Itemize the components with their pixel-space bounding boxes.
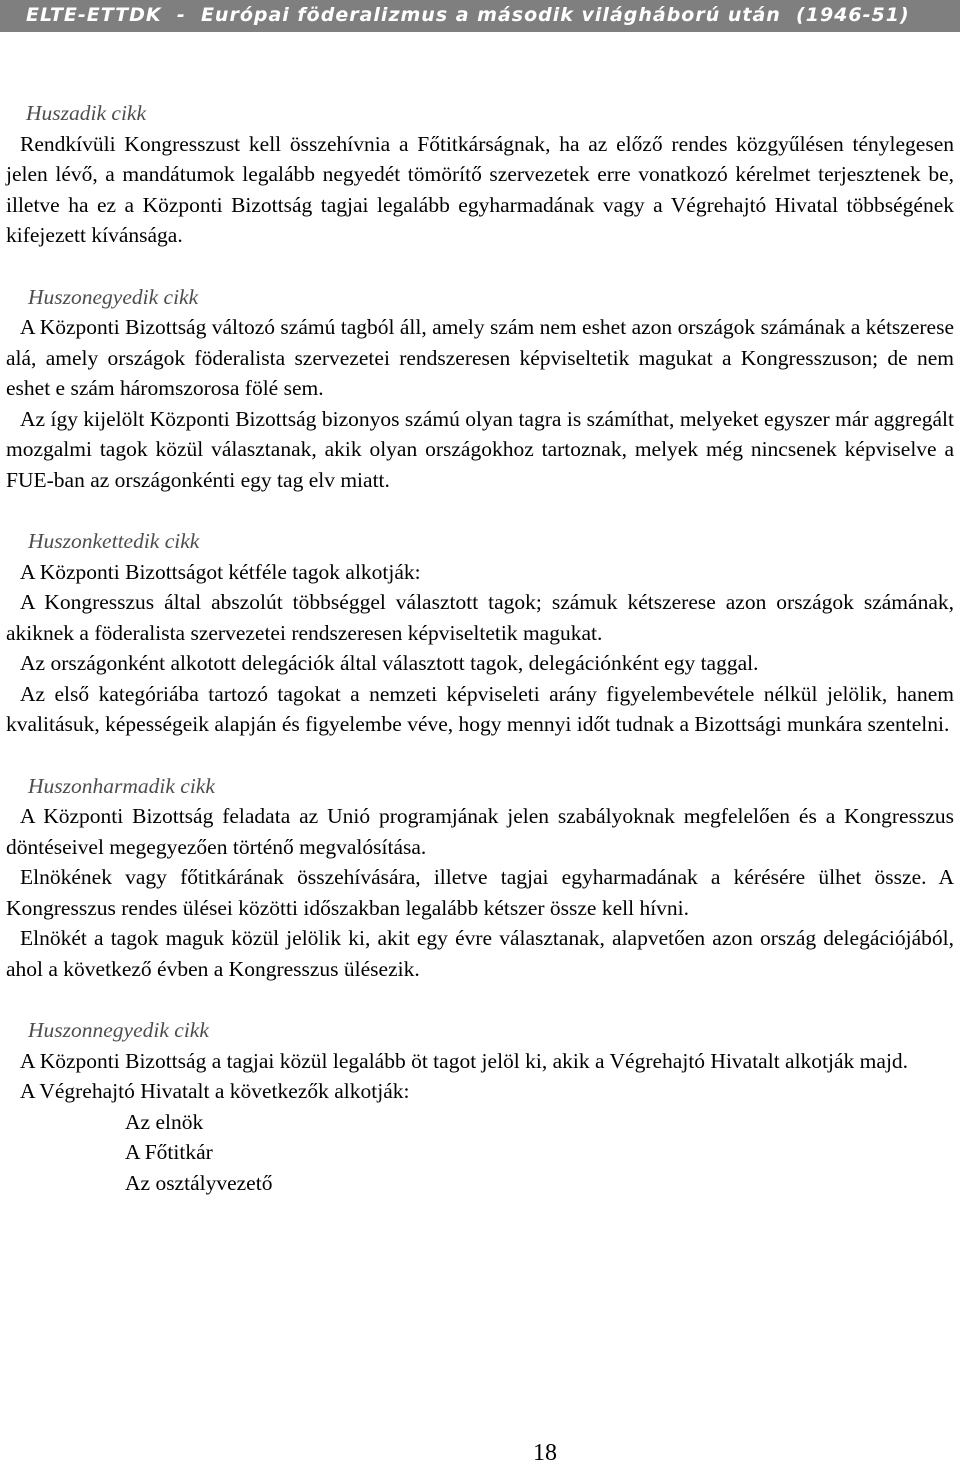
article-paragraph: Az országonként alkotott delegációk által választott tagok, delegációnként egy taggal. xyxy=(20,651,759,675)
article-title: Huszonharmadik cikk xyxy=(28,773,215,798)
article-21 xyxy=(6,282,954,496)
article-paragraph: A Központi Bizottság a tagjai közül legalább öt tagot jelöl ki, akik a Végrehajtó Hivatalt alkotják majd. xyxy=(20,1048,909,1073)
article-23 xyxy=(6,771,954,985)
spacer xyxy=(6,984,954,1015)
article-title: Huszonkettedik cikk xyxy=(28,529,200,553)
spacer xyxy=(6,251,954,282)
article-20 xyxy=(6,98,954,251)
article-title: Huszonegyedik cikk xyxy=(28,284,199,309)
article-paragraph: Elnökének vagy főtitkárának összehívására, illetve tagjai egyharmadának a kérésére ülhet össze. A Kongresszus rendes ülései közötti időszakban legalább kétszer össze kell hívni. xyxy=(6,865,954,920)
article-paragraph: Elnökét a tagok maguk közül jelölik ki, akit egy évre választanak, alapvetően azon ország delegációjából, ahol a következő évben a Kongresszus ülésezik. xyxy=(6,926,954,981)
article-paragraph: A Központi Bizottságot kétféle tagok alkotják: xyxy=(20,559,421,584)
document-body xyxy=(6,98,954,1198)
spacer xyxy=(6,740,954,771)
article-paragraph: A Központi Bizottság változó számú tagból áll, amely szám nem eshet azon országok számának a kétszerese alá, amely országok föderalista szervezetei rendszeresen képviseltetik magukat a Kongresszuson; de nem eshet e szám háromszorosa fölé sem. xyxy=(6,315,954,400)
list-item: A Főtitkár xyxy=(125,1140,213,1164)
article-title: Huszadik cikk xyxy=(26,101,147,125)
article-22 xyxy=(6,526,954,740)
article-paragraph: Az így kijelölt Központi Bizottság bizonyos számú olyan tagra is számíthat, melyeket egyszer már aggregált mozgalmi tagok közül választanak, akik olyan országokhoz tartoznak, melyek még nincsenek képviselve a FUE-ban az országonkénti egy tag elv miatt. xyxy=(6,406,954,492)
header-title: ELTE-ETTDK - Európai föderalizmus a második világháború után (1946-51) xyxy=(26,4,910,26)
article-paragraph: Az első kategóriába tartozó tagokat a nemzeti képviseleti arány figyelembevétele nélkül jelölik, hanem kvalitásuk, képességeik alapján és figyelembe véve, hogy mennyi időt tudnak a Bizottsági munkára szentelni. xyxy=(6,681,954,736)
list-item: Az elnök xyxy=(125,1109,204,1134)
page-header xyxy=(0,0,960,32)
article-24 xyxy=(6,1015,954,1198)
spacer xyxy=(6,495,954,526)
article-paragraph: A Központi Bizottság feladata az Unió programjának jelen szabályoknak megfelelően és a Kongresszus döntéseivel megegyezően történő megvalósítása. xyxy=(6,804,954,859)
article-title: Huszonnegyedik cikk xyxy=(28,1018,209,1042)
article-paragraph: A Végrehajtó Hivatalt a következők alkotják: xyxy=(20,1079,410,1103)
article-paragraph: Rendkívüli Kongresszust kell összehívnia a Főtitkárságnak, ha az előző rendes közgyűlésen ténylegesen jelen lévő, a mandátumok legalább negyedét tömörítő szervezetek erre vonatkozó kérelmet terjesztenek be, illetve ha ez a Központi Bizottság tagjai legalább egyharmadának vagy a Végrehajtó Hivatal többségének kifejezett kívánsága. xyxy=(6,131,954,247)
article-paragraph: A Kongresszus által abszolút többséggel választott tagok; számuk kétszerese azon országok számának, akiknek a föderalista szervezetei rendszeresen képviseltetik magukat. xyxy=(6,590,954,645)
page-number: 18 xyxy=(533,1440,557,1466)
list-item: Az osztályvezető xyxy=(125,1170,273,1195)
